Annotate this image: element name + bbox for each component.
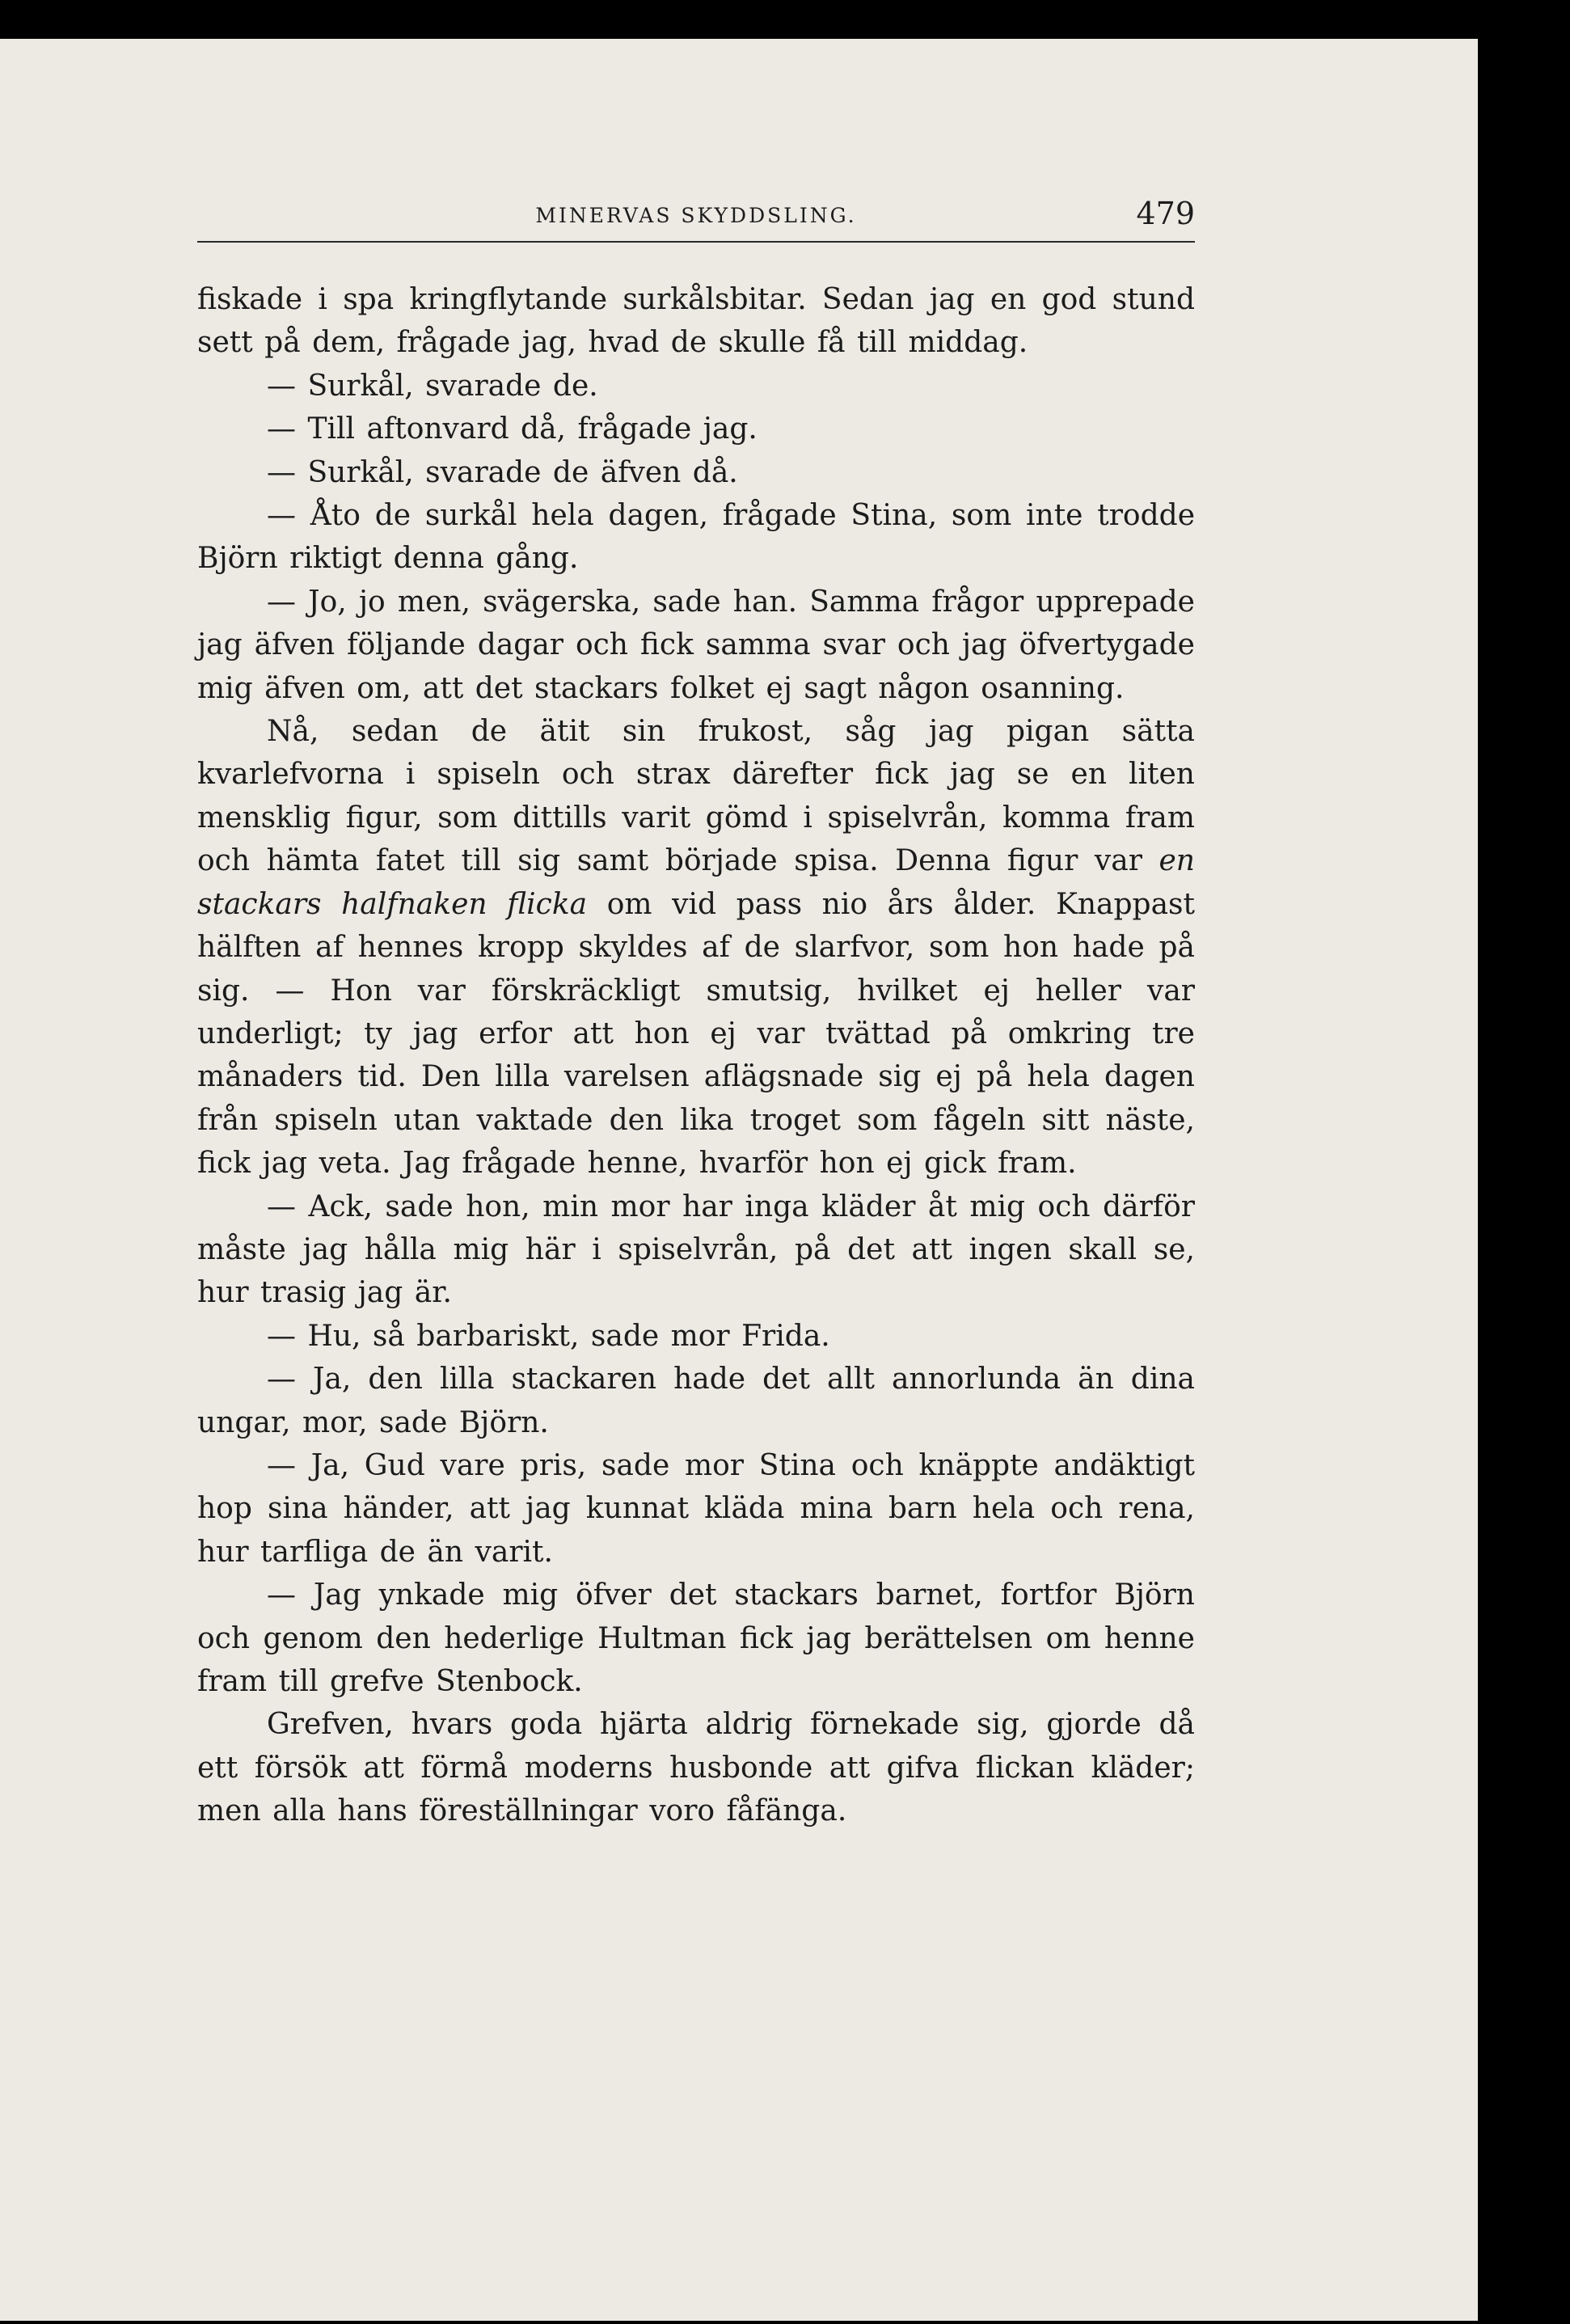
page-header bbox=[197, 196, 1195, 243]
paragraph: — Åto de surkål hela dagen, frågade Stina, som inte trodde Björn riktigt denna gång. bbox=[197, 499, 1195, 576]
paragraph: — Jo, jo men, svägerska, sade han. Samma frågor upprepade jag äfven följande dagar och fick samma svar och jag öfvertygade mig äfven om, att det stackars folket ej sagt någon osanning. bbox=[197, 585, 1195, 705]
paragraph-text: Nå, sedan de ätit sin frukost, såg jag pigan sätta kvarlefvorna i spiseln och strax därefter fick jag se en liten mensklig figur, som dittills varit gömd i spiselvrån, komma fram och hämta fatet till sig samt började spisa. Denna figur var bbox=[197, 715, 1195, 878]
paragraph-text: om vid pass nio års ålder. Knappast hälften af hennes kropp skyldes af de slarfvor, som hon hade på sig. — Hon var förskräckligt smutsig, hvilket ej heller var underligt; ty jag erfor att hon ej var tvättad på omkring tre månaders tid. Den lilla varelsen aflägsnade sig ej på hela dagen från spiseln utan vaktade den lika troget som fågeln sitt näste, fick jag veta. Jag frågade henne, hvarför hon ej gick fram. bbox=[197, 887, 1195, 1181]
paragraph: — Hu, så barbariskt, sade mor Frida. bbox=[267, 1319, 830, 1353]
paragraph: — Ja, den lilla stackaren hade det allt annorlunda än dina ungar, mor, sade Björn. bbox=[197, 1363, 1195, 1439]
running-title: MINERVAS SKYDDSLING. bbox=[535, 204, 857, 227]
page-number: 479 bbox=[1136, 196, 1195, 231]
paragraph: — Surkål, svarade de. bbox=[267, 369, 598, 403]
paragraph: fiskade i spa kringflytande surkålsbitar. Sedan jag en god stund sett på dem, frågade jag, hvad de skulle få till middag. bbox=[197, 283, 1195, 360]
italic-phrase: en stackars halfnaken flicka bbox=[197, 844, 1195, 921]
paragraph: — Till aftonvard då, frågade jag. bbox=[267, 412, 758, 446]
paragraph: — Ack, sade hon, min mor har inga kläder åt mig och därför måste jag hålla mig här i spiselvrån, på det att ingen skall se, hur trasig jag är. bbox=[197, 1189, 1195, 1310]
paragraph: — Ja, Gud vare pris, sade mor Stina och knäppte andäktigt hop sina händer, att jag kunnat kläda mina barn hela och rena, hur tarfliga de än varit. bbox=[197, 1448, 1195, 1569]
body-text bbox=[197, 278, 1195, 1833]
paragraph: — Jag ynkade mig öfver det stackars barnet, fortfor Björn och genom den hederlige Hultman fick jag berättelsen om henne fram till grefve Stenbock. bbox=[197, 1578, 1195, 1698]
paragraph bbox=[197, 710, 1195, 1185]
paragraph: — Surkål, svarade de äfven då. bbox=[267, 455, 738, 489]
paragraph: Grefven, hvars goda hjärta aldrig förnekade sig, gjorde då ett försök att förmå moderns husbonde att gifva flickan kläder; men alla hans föreställningar voro fåfänga. bbox=[197, 1708, 1195, 1828]
